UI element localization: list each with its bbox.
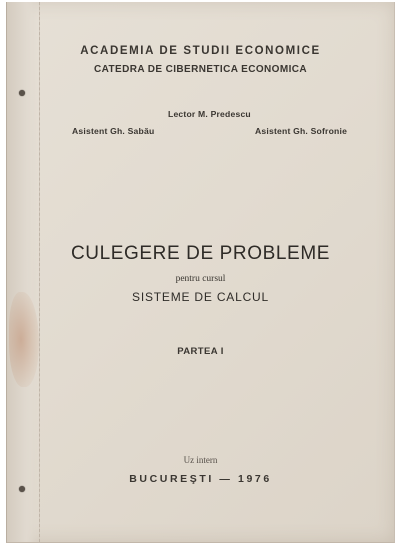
author-lecturer: Lector M. Predescu [168, 109, 251, 119]
institution-name: ACADEMIA DE STUDII ECONOMICE [80, 45, 321, 57]
part-number: PARTEA I [177, 346, 224, 357]
department-name: CATEDRA DE CIBERNETICA ECONOMICA [94, 64, 307, 75]
book-cover [6, 2, 395, 543]
binding-hole-bottom [19, 486, 25, 492]
author-assistant-left: Asistent Gh. Sabău [72, 126, 155, 136]
author-assistant-right: Asistent Gh. Sofronie [255, 126, 348, 136]
course-name: SISTEME DE CALCUL [132, 290, 269, 304]
usage-note: Uz intern [183, 455, 218, 465]
for-course-label: pentru cursul [175, 274, 226, 284]
binding-hole-top [19, 90, 25, 96]
city-year: BUCUREŞTI — 1976 [129, 473, 272, 485]
book-title: CULEGERE DE PROBLEME [70, 243, 331, 264]
